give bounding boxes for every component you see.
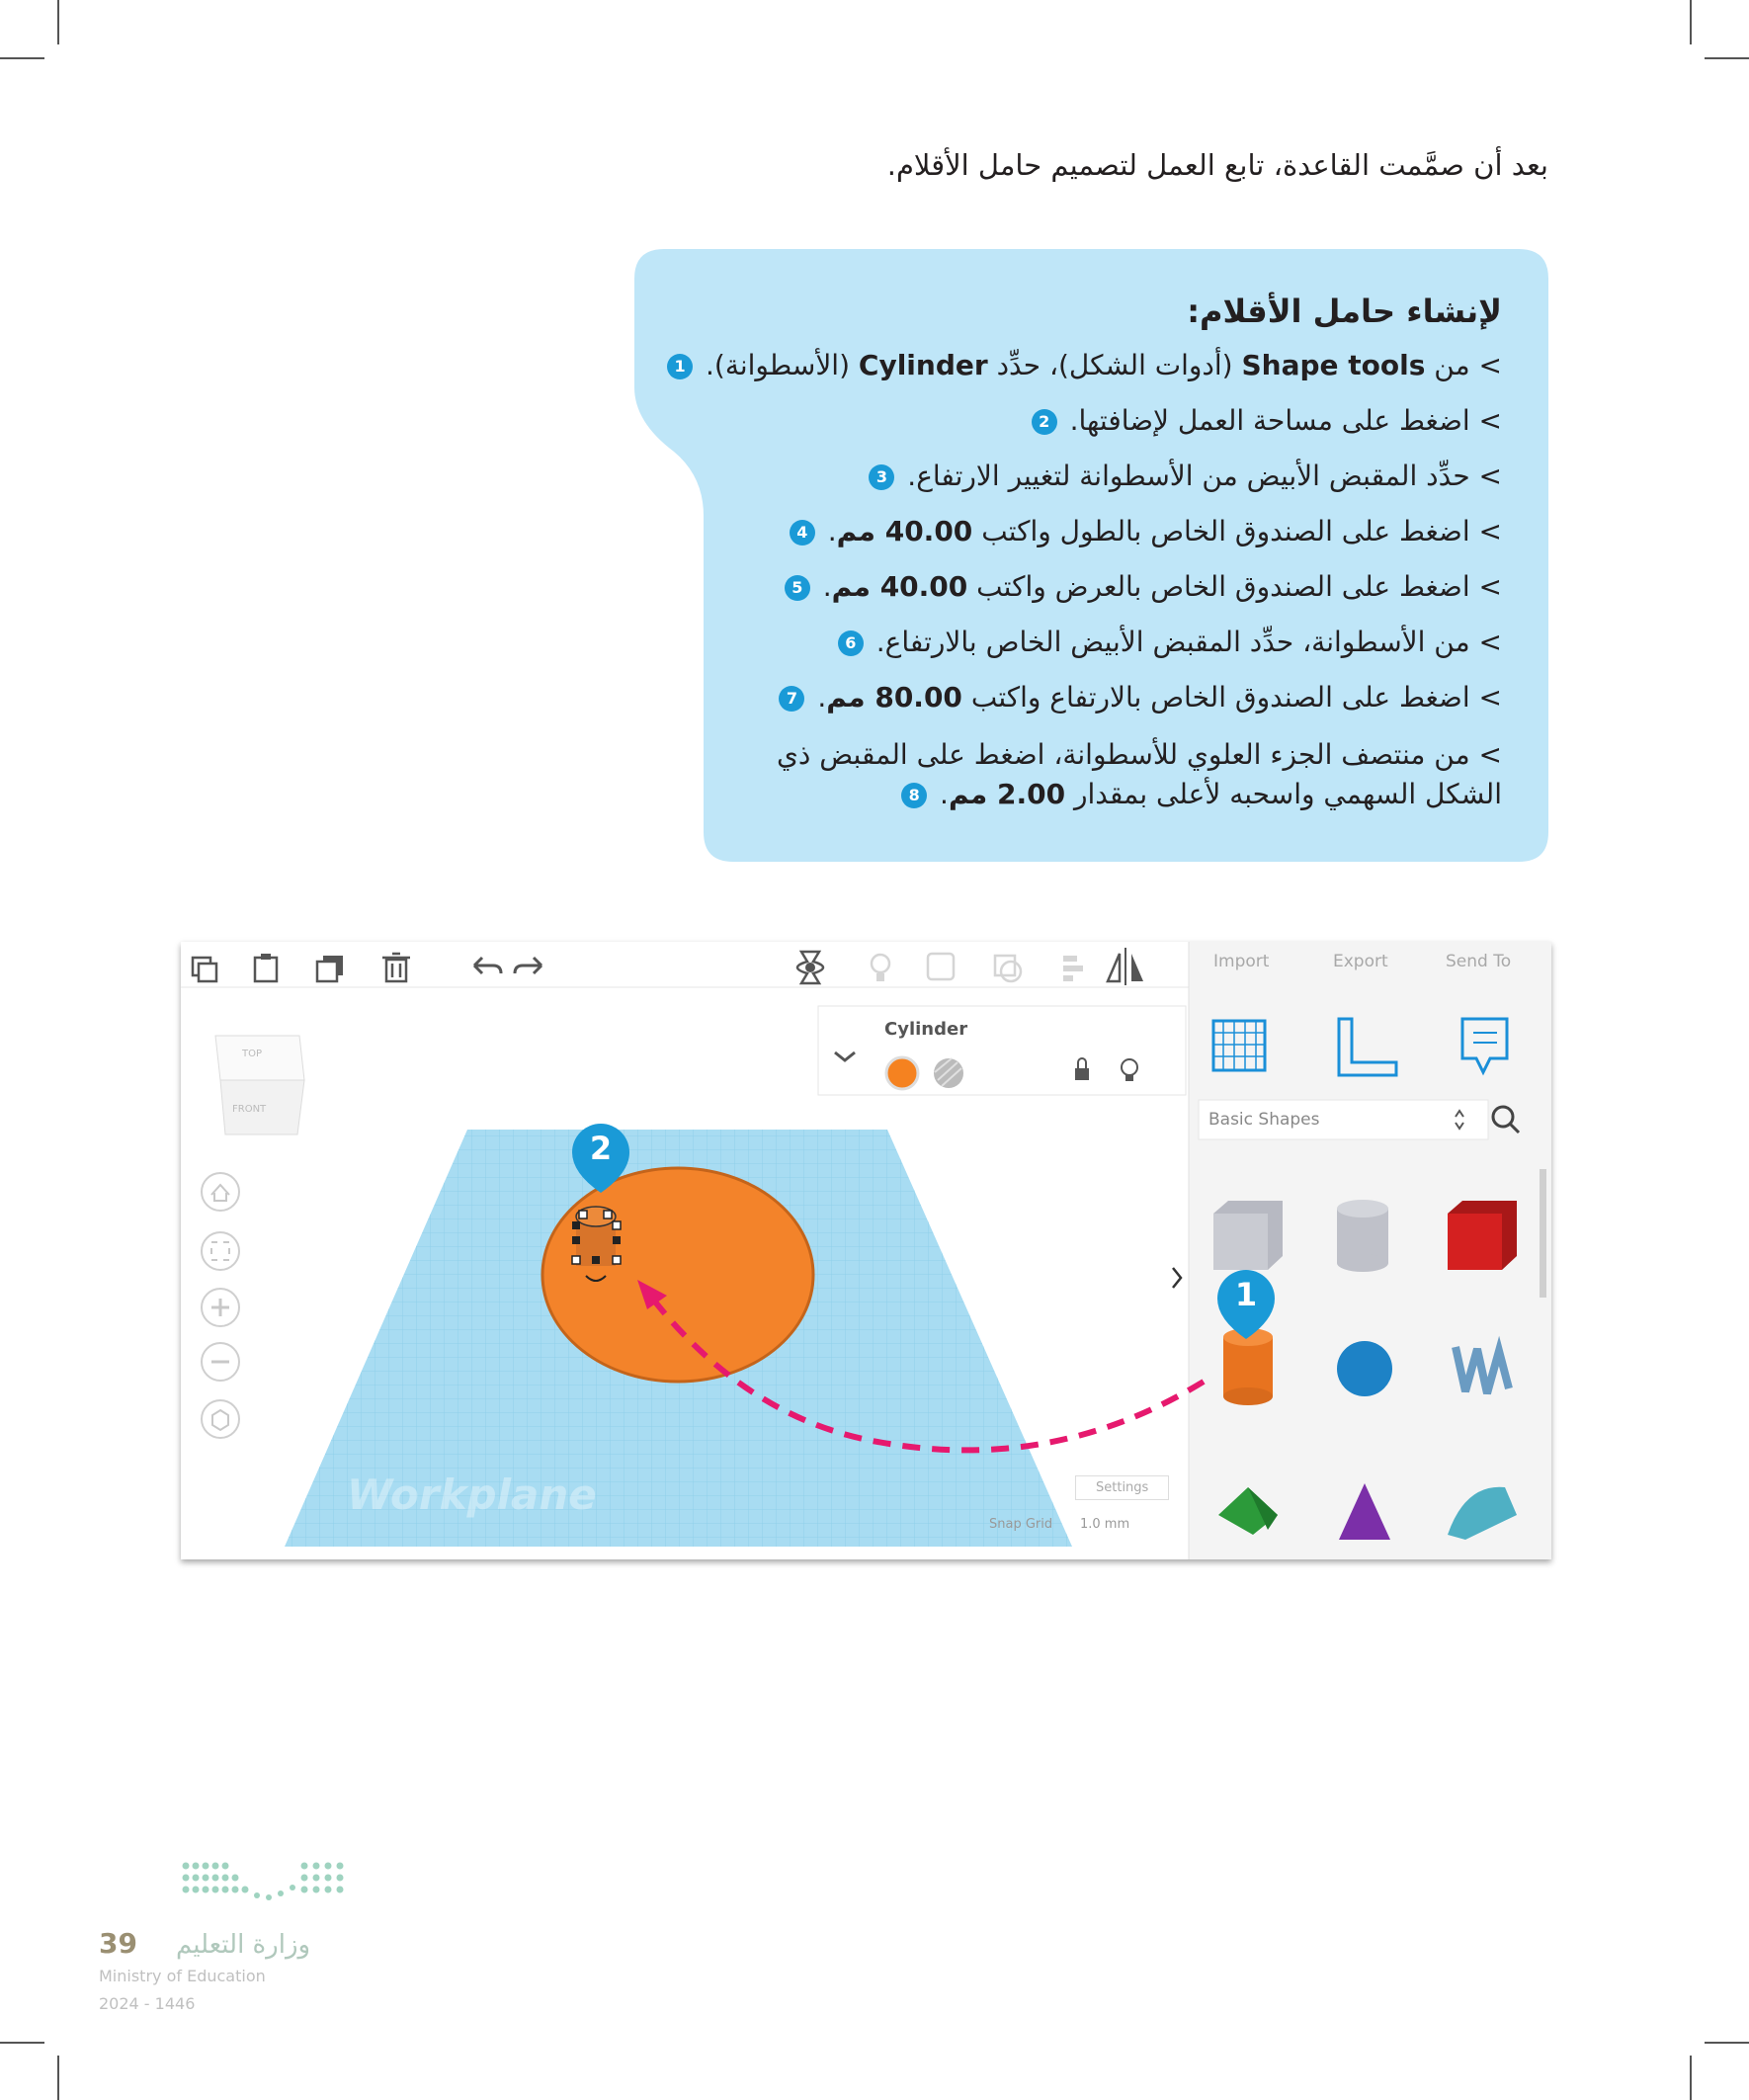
callout-number-1: 1 xyxy=(1234,1276,1258,1313)
step-number-badge: 1 xyxy=(667,354,693,379)
step-number-badge: 5 xyxy=(785,575,810,601)
shape-cylinder[interactable] xyxy=(1223,1328,1273,1405)
crop-mark xyxy=(1690,0,1692,44)
step-7 xyxy=(692,670,1502,725)
step-text: . xyxy=(817,681,827,714)
step-bold: Cylinder xyxy=(858,349,988,381)
step-text: من الأسطوانة، حدِّد المقبض الأبيض الخاص بالارتفاع. xyxy=(875,626,1470,658)
step-5 xyxy=(692,559,1502,615)
step-text: (أدوات الشكل)، حدِّد xyxy=(987,349,1242,381)
zoom-in-icon[interactable] xyxy=(202,1289,239,1326)
step-text: اضغط على مساحة العمل لإضافتها. xyxy=(1069,404,1470,437)
crop-mark xyxy=(1705,57,1749,59)
ministry-name-en: Ministry of Education xyxy=(99,1967,266,1985)
panel-heading: لإنشاء حامل الأقلام: xyxy=(1187,293,1502,330)
workplane-label: Workplane xyxy=(347,1470,597,1519)
step-bold: Shape tools xyxy=(1241,349,1426,381)
viewcube-front-label: FRONT xyxy=(232,1104,267,1115)
step-text: اضغط على الصندوق الخاص بالارتفاع واكتب xyxy=(961,681,1470,714)
shape-box-hole[interactable] xyxy=(1213,1201,1283,1270)
perspective-icon[interactable] xyxy=(202,1400,239,1438)
step-text: . xyxy=(822,570,832,603)
bullet: > xyxy=(1478,460,1502,492)
bullet: > xyxy=(1478,738,1502,771)
shape-sphere[interactable] xyxy=(1337,1341,1392,1396)
import-button[interactable]: Import xyxy=(1213,952,1270,971)
step-number-badge: 4 xyxy=(790,520,815,546)
step-text: من منتصف الجزء العلوي للأسطوانة، اضغط على المقبض ذي الشكل السهمي واسحبه لأعلى بمقدار xyxy=(776,738,1502,810)
step-1 xyxy=(674,338,1502,393)
fit-view-icon[interactable] xyxy=(202,1232,239,1270)
snap-grid-label: Snap Grid xyxy=(989,1517,1053,1532)
step-text: اضغط على الصندوق الخاص بالعرض واكتب xyxy=(967,570,1470,603)
intro-text: بعد أن صمَّمت القاعدة، تابع العمل لتصميم حامل الأقلام. xyxy=(886,148,1548,182)
edition-year: 2024 - 1446 xyxy=(99,1994,196,2013)
step-bold: 80.00 مم xyxy=(826,681,962,714)
chevron-right-icon[interactable] xyxy=(1173,1268,1181,1288)
step-text: . xyxy=(940,778,949,810)
ministry-logo xyxy=(178,1858,356,1917)
step-number-badge: 3 xyxy=(869,464,894,490)
hole-swatch[interactable] xyxy=(934,1058,963,1088)
solid-color-swatch[interactable] xyxy=(886,1057,918,1089)
viewcube-top-label: TOP xyxy=(242,1049,263,1059)
crop-mark xyxy=(1690,2056,1692,2100)
base-disk[interactable] xyxy=(542,1168,813,1382)
step-text: اضغط على الصندوق الخاص بالطول واكتب xyxy=(972,515,1470,547)
tinkercad-screenshot xyxy=(181,942,1551,1559)
bullet: > xyxy=(1478,570,1502,603)
snap-grid-select[interactable]: 1.0 mm xyxy=(1080,1517,1130,1532)
crop-mark xyxy=(57,2056,59,2100)
shape-cylinder-hole[interactable] xyxy=(1337,1200,1388,1272)
callout-number-2: 2 xyxy=(589,1130,613,1167)
home-view-icon[interactable] xyxy=(202,1173,239,1211)
step-text: . xyxy=(827,515,837,547)
step-text: (الأسطوانة). xyxy=(706,349,859,381)
step-3 xyxy=(692,449,1502,504)
step-number-badge: 2 xyxy=(1032,409,1057,435)
inspector-panel xyxy=(818,1006,1186,1095)
step-8 xyxy=(692,735,1502,814)
settings-button[interactable]: Settings xyxy=(1075,1475,1169,1500)
step-text: حدِّد المقبض الأبيض من الأسطوانة لتغيير الارتفاع. xyxy=(907,460,1470,492)
instruction-steps xyxy=(674,287,1502,814)
crop-mark xyxy=(0,2042,44,2044)
page-number: 39 xyxy=(99,1927,137,1960)
crop-mark xyxy=(0,57,44,59)
step-text: من xyxy=(1425,349,1470,381)
zoom-out-icon[interactable] xyxy=(202,1343,239,1381)
step-bold: 40.00 مم xyxy=(831,570,968,603)
step-bold: 40.00 مم xyxy=(836,515,973,547)
step-2 xyxy=(692,393,1502,449)
step-6 xyxy=(692,615,1502,670)
crop-mark xyxy=(1705,2042,1749,2044)
step-4 xyxy=(692,504,1502,559)
scrollbar[interactable] xyxy=(1540,1169,1546,1298)
bullet: > xyxy=(1478,404,1502,437)
step-number-badge: 7 xyxy=(779,686,804,712)
bullet: > xyxy=(1478,349,1502,381)
shape-box[interactable] xyxy=(1448,1201,1517,1270)
shape-name-label: Cylinder xyxy=(884,1019,968,1040)
ministry-name-ar: وزارة التعليم xyxy=(176,1930,311,1960)
send-to-button[interactable]: Send To xyxy=(1446,952,1512,971)
bullet: > xyxy=(1478,626,1502,658)
step-number-badge: 6 xyxy=(838,630,864,656)
shape-category-label: Basic Shapes xyxy=(1208,1110,1320,1130)
export-button[interactable]: Export xyxy=(1333,952,1388,971)
crop-mark xyxy=(57,0,59,44)
step-bold: 2.00 مم xyxy=(948,778,1066,810)
bullet: > xyxy=(1478,681,1502,714)
bullet: > xyxy=(1478,515,1502,547)
step-number-badge: 8 xyxy=(901,783,927,808)
